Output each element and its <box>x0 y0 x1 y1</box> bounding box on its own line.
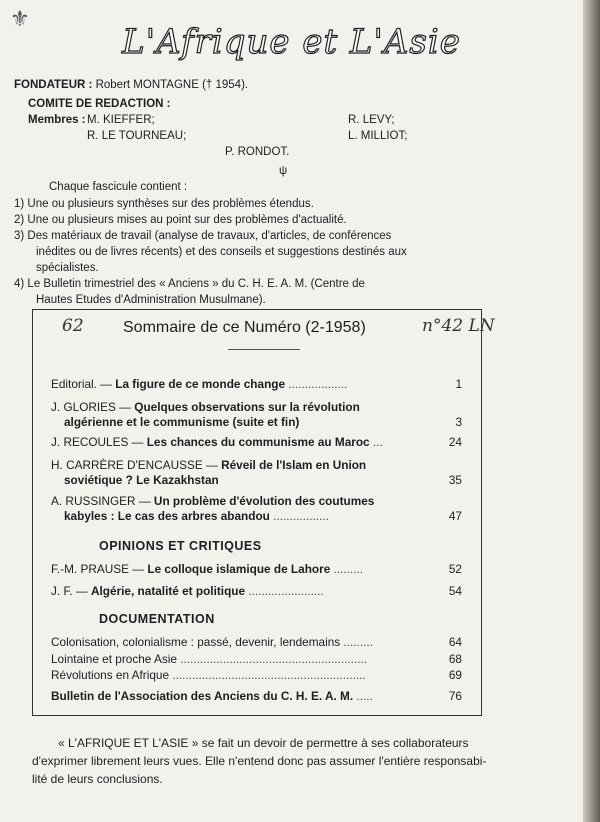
founder-line <box>14 79 248 91</box>
contents-item: spécialistes. <box>36 262 99 274</box>
page-number: 76 <box>448 689 462 703</box>
contents-item: 1) Une ou plusieurs synthèses sur des problèmes étendus. <box>14 198 314 210</box>
page-number: 68 <box>448 652 462 666</box>
committee-label: COMITE DE REDACTION : <box>28 98 171 110</box>
footer-line: d'exprimer librement leurs vues. Elle n'entend donc pas assumer l'entière responsabi- <box>32 754 487 768</box>
title-rule <box>228 349 300 350</box>
toc-entry: J. GLORIES — Quelques observations sur la révolution <box>51 400 360 414</box>
page-number: 64 <box>448 635 462 649</box>
founder-label: FONDATEUR : <box>14 79 93 91</box>
toc-entry-cont: kabyles : Le cas des arbres abandou ................. <box>64 509 329 523</box>
summary-title: Sommaire de ce Numéro (2-1958) <box>123 319 366 336</box>
footer-line: lité de leurs conclusions. <box>32 772 163 786</box>
page-number: 54 <box>448 584 462 598</box>
toc-entry: A. RUSSINGER — Un problème d'évolution des coutumes <box>51 494 375 508</box>
toc-entry: H. CARRÈRE D'ENCAUSSE — Réveil de l'Islam en Union <box>51 458 367 472</box>
member-name: L. MILLIOT; <box>348 130 408 142</box>
contents-item: inédites ou de livres récents) et des conseils et suggestions destinés aux <box>36 246 407 258</box>
page-number: 69 <box>448 668 462 682</box>
page-number: 35 <box>448 473 462 487</box>
toc-entry-cont: algérienne et le communisme (suite et fin) <box>64 415 300 429</box>
toc-entry-cont: soviétique ? Le Kazakhstan <box>64 473 219 487</box>
member-name: R. LE TOURNEAU; <box>87 130 187 142</box>
page-number: 3 <box>455 415 462 429</box>
handwritten-note: 62 <box>62 316 84 336</box>
ornament-icon: ψ <box>279 165 288 177</box>
founder-name: Robert MONTAGNE († 1954). <box>95 79 249 91</box>
toc-entry: J. F. — Algérie, natalité et politique ....................... <box>51 584 324 598</box>
page-number: 52 <box>448 562 462 576</box>
contents-item: 2) Une ou plusieurs mises au point sur des problèmes d'actualité. <box>14 214 347 226</box>
footer-line: « L'AFRIQUE ET L'ASIE » se fait un devoir de permettre à ses collaborateurs <box>58 736 469 750</box>
handwritten-note: n°42 LN <box>422 316 495 336</box>
member-name: M. KIEFFER; <box>87 114 155 126</box>
section-heading: OPINIONS ET CRITIQUES <box>99 539 262 553</box>
journal-title: L'Afrique et L'Asie <box>122 22 461 62</box>
fleuron-icon: ⚜ <box>10 6 30 31</box>
contents-item: 4) Le Bulletin trimestriel des « Anciens » du C. H. E. A. M. (Centre de <box>14 278 365 290</box>
toc-entry: Editorial. — La figure de ce monde change .................. <box>51 377 348 391</box>
page-number: 47 <box>448 509 462 523</box>
page-number: 1 <box>455 377 462 391</box>
page-number: 24 <box>448 435 462 449</box>
toc-entry: J. RECOULES — Les chances du communisme au Maroc ... <box>51 435 383 449</box>
member-name: P. RONDOT. <box>225 146 290 158</box>
contents-intro: Chaque fascicule contient : <box>49 181 188 193</box>
member-name: R. LEVY; <box>348 114 395 126</box>
section-heading: DOCUMENTATION <box>99 612 215 626</box>
members-label: Membres : <box>28 114 86 126</box>
toc-entry: Bulletin de l'Association des Anciens du C. H. E. A. M. ..... <box>51 689 373 703</box>
toc-entry: Colonisation, colonialisme : passé, devenir, lendemains ......... <box>51 635 373 649</box>
toc-entry: Lointaine et proche Asie ......................................................... <box>51 652 368 666</box>
toc-entry: Révolutions en Afrique ........................................................... <box>51 668 366 682</box>
contents-item: 3) Des matériaux de travail (analyse de travaux, d'articles, de conférences <box>14 230 392 242</box>
book-edge <box>583 0 600 822</box>
contents-item: Hautes Etudes d'Administration Musulmane). <box>36 294 266 306</box>
toc-entry: F.-M. PRAUSE — Le colloque islamique de Lahore ......... <box>51 562 364 576</box>
